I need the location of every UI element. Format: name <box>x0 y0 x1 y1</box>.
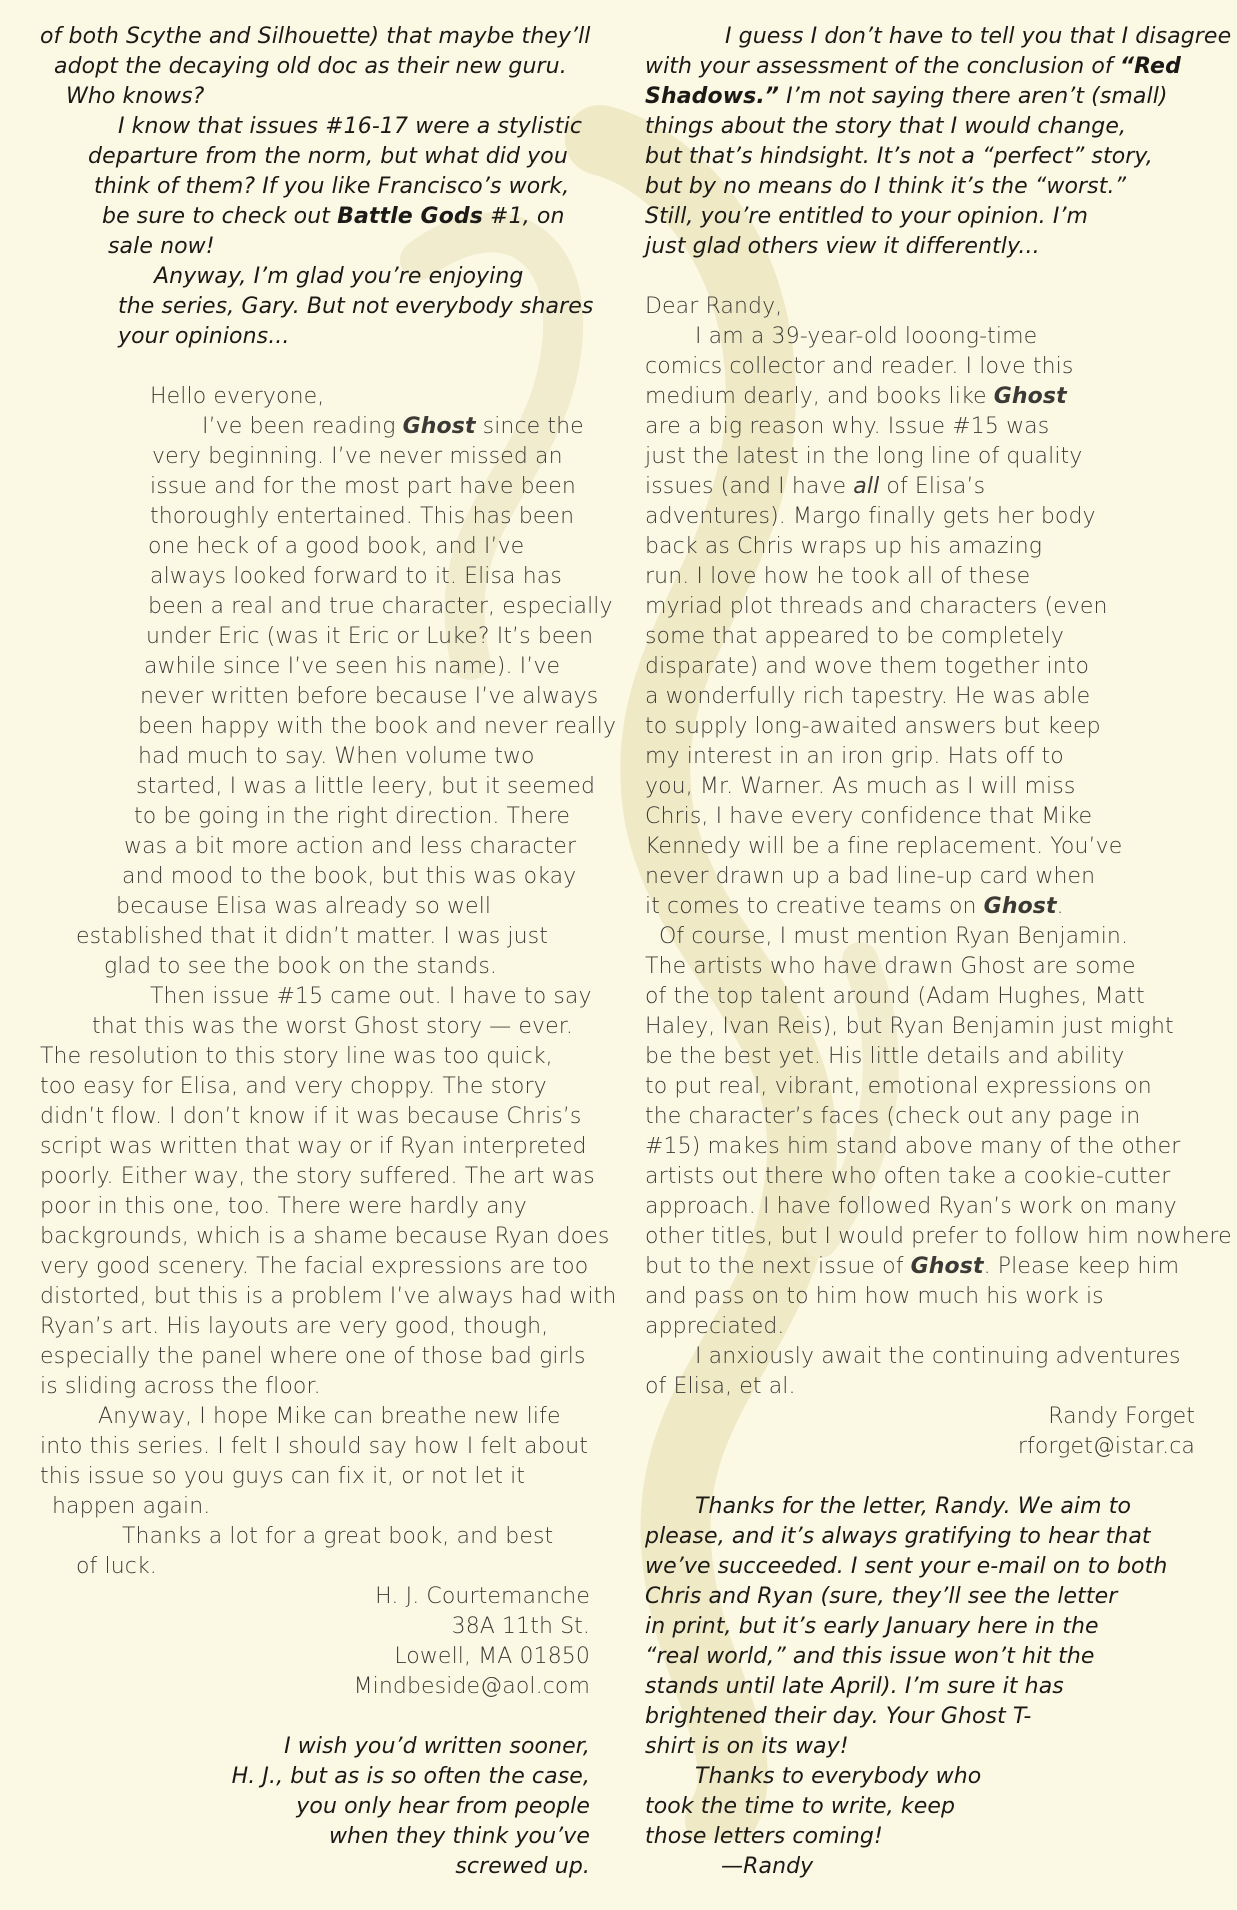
text-line: Haley, Ivan Reis), but Ryan Benjamin just might <box>645 1014 1174 1039</box>
text-line: you, Mr. Warner. As much as I will miss <box>645 774 1076 799</box>
text-line: Shadows.” I’m not saying there aren’t (small) <box>645 84 1168 109</box>
editor-reply-3 <box>645 22 1232 262</box>
editor-reply-4 <box>645 1492 1205 1882</box>
text-line: poor in this one, too. There were hardly any <box>40 1194 527 1219</box>
signer-address: 38A 11th St. <box>451 1614 590 1639</box>
text-line: myriad plot threads and characters (even <box>645 594 1108 619</box>
text-line: Chris and Ryan (sure, they’ll see the letter <box>645 1584 1118 1609</box>
text-line: established that it didn’t matter. I was just <box>76 924 548 949</box>
text-line: Thanks a lot for a great book, and best <box>122 1524 554 1549</box>
text-line: Who knows? <box>66 84 205 109</box>
text-line: of Elisa, et al. <box>645 1374 796 1399</box>
text-line: happen again. <box>52 1494 211 1519</box>
text-line: other titles, but I would prefer to follow him nowhere <box>645 1224 1232 1249</box>
text-line: very beginning. I’ve never missed an <box>152 444 563 469</box>
text-line: thoroughly entertained. This has been <box>150 504 575 529</box>
text-line: Anyway, I hope Mike can breathe new life <box>98 1404 561 1429</box>
text-line: The resolution to this story line was too quick, <box>40 1044 553 1069</box>
text-line: always looked forward to it. Elisa has <box>150 564 562 589</box>
text-line: artists out there who often take a cookie-cutter <box>645 1164 1171 1189</box>
text-line: my interest in an iron grip. Hats off to <box>645 744 1064 769</box>
text-line: because Elisa was already so well <box>116 894 492 919</box>
text-line: those letters coming! <box>645 1824 883 1849</box>
text-line: script was written that way or if Ryan interpreted <box>40 1134 587 1159</box>
text-line: disparate) and wove them together into <box>645 654 1090 679</box>
text-line: of both Scythe and Silhouette) that maybe they’ll <box>40 24 591 49</box>
text-line: started, I was a little leery, but it seemed <box>136 774 596 799</box>
text-line: I know that issues #16-17 were a stylistic <box>118 114 583 139</box>
text-line: in print, but it’s early January here in the <box>645 1614 1099 1639</box>
text-line: been happy with the book and never really <box>138 714 617 739</box>
text-line: be sure to check out Battle Gods #1, on <box>102 204 565 229</box>
text-line: very good scenery. The facial expressions are too <box>40 1254 589 1279</box>
signer-email: rforget@istar.ca <box>1017 1434 1195 1459</box>
text-line: The artists who have drawn Ghost are some <box>645 954 1136 979</box>
text-line: especially the panel where one of those bad girls <box>40 1344 586 1369</box>
right-column <box>645 22 1232 1882</box>
text-line: it comes to creative teams on Ghost. <box>645 894 1064 919</box>
letter-2 <box>645 292 1232 1402</box>
editor-reply-2 <box>40 1732 600 1882</box>
text-line: Of course, I must mention Ryan Benjamin. <box>659 924 1129 949</box>
text-line: medium dearly, and books like Ghost <box>645 384 1067 409</box>
text-line: never written before because I’ve always <box>140 684 599 709</box>
text-line: to be going in the right direction. There <box>134 804 571 829</box>
text-line: that this was the worst Ghost story — ever. <box>92 1014 573 1039</box>
text-line: glad to see the book on the stands. <box>104 954 498 979</box>
text-line: to supply long-awaited answers but keep <box>645 714 1101 739</box>
text-line: just glad others view it differently... <box>645 234 1040 259</box>
text-line: under Eric (was it Eric or Luke? It’s been <box>146 624 594 649</box>
text-line: adventures). Margo finally gets her body <box>645 504 1096 529</box>
text-line: are a big reason why. Issue #15 was <box>645 414 1050 439</box>
salutation: Hello everyone, <box>150 384 325 409</box>
text-line: with your assessment of the conclusion of “Red <box>645 54 1181 79</box>
text-line: but that’s hindsight. It’s not a “perfect” story, <box>645 144 1153 169</box>
text-line: had much to say. When volume two <box>138 744 535 769</box>
text-line: you only hear from people <box>296 1794 590 1819</box>
text-line: Then issue #15 came out. I have to say <box>150 984 592 1009</box>
text-line: your opinions... <box>118 324 290 349</box>
text-line: poorly. Either way, the story suffered. The art was <box>40 1164 595 1189</box>
text-line: shirt is on its way! <box>645 1734 849 1759</box>
text-line: I am a 39-year-old looong-time <box>695 324 1038 349</box>
signer-email: Mindbeside@aol.com <box>353 1674 590 1699</box>
text-line: Ryan’s art. His layouts are very good, though, <box>40 1314 549 1339</box>
text-line: run. I love how he took all of these <box>645 564 1031 589</box>
text-line: when they think you’ve <box>328 1824 590 1849</box>
text-line: please, and it’s always gratifying to hear that <box>645 1524 1151 1549</box>
text-line: is sliding across the floor. <box>40 1374 321 1399</box>
text-line: but to the next issue of Ghost. Please keep him <box>645 1254 1180 1279</box>
text-line: adopt the decaying old doc as their new guru. <box>54 54 567 79</box>
text-line: Anyway, I’m glad you’re enjoying <box>154 264 524 289</box>
text-line: a wonderfully rich tapestry. He was able <box>645 684 1091 709</box>
text-line: never drawn up a bad line-up card when <box>645 864 1096 889</box>
text-line: was a bit more action and less character <box>124 834 577 859</box>
text-line: been a real and true character, especially <box>148 594 613 619</box>
text-line: departure from the norm, but what did you <box>88 144 568 169</box>
text-line: issues (and I have all of Elisa’s <box>645 474 986 499</box>
text-line: things about the story that I would change, <box>645 114 1127 139</box>
text-line: to put real, vibrant, emotional expressions on <box>645 1074 1152 1099</box>
signer-name: Randy Forget <box>1048 1404 1195 1429</box>
text-line: Kennedy will be a fine replacement. You’ve <box>645 834 1123 859</box>
text-line: into this series. I felt I should say how I felt about <box>40 1434 588 1459</box>
text-line: I guess I don’t have to tell you that I disagree <box>725 24 1232 49</box>
text-line: H. J., but as is so often the case, <box>231 1764 590 1789</box>
text-line: Still, you’re entitled to your opinion. I’m <box>645 204 1089 229</box>
text-line: think of them? If you like Francisco’s work, <box>94 174 570 199</box>
text-line: just the latest in the long line of quality <box>645 444 1083 469</box>
text-line: I anxiously await the continuing adventures <box>695 1344 1181 1369</box>
text-line: this issue so you guys can fix it, or not let it <box>40 1464 526 1489</box>
text-line: back as Chris wraps up his amazing <box>645 534 1043 559</box>
text-line: backgrounds, which is a shame because Ryan does <box>40 1224 610 1249</box>
signature-block-2 <box>645 1402 1195 1462</box>
text-line: the character’s faces (check out any page in <box>645 1104 1141 1129</box>
text-line: awhile since I’ve seen his name). I’ve <box>144 654 561 679</box>
text-line: approach. I have followed Ryan’s work on many <box>645 1194 1177 1219</box>
text-line: but by no means do I think it’s the “worst.” <box>645 174 1127 199</box>
spacer <box>645 1462 1205 1492</box>
text-line: of luck. <box>76 1554 157 1579</box>
text-line: and pass on to him how much his work is <box>645 1284 1104 1309</box>
text-line: brightened their day. Your Ghost T- <box>645 1704 1032 1729</box>
text-line: appreciated. <box>645 1314 785 1339</box>
text-line: Chris, I have every confidence that Mike <box>645 804 1093 829</box>
text-line: comics collector and reader. I love this <box>645 354 1074 379</box>
spacer <box>40 1702 600 1732</box>
text-line: #15) makes him stand above many of the other <box>645 1134 1181 1159</box>
text-line: stands until late April). I’m sure it has <box>645 1674 1064 1699</box>
text-line: issue and for the most part have been <box>150 474 576 499</box>
text-line: “real world,” and this issue won’t hit the <box>645 1644 1095 1669</box>
text-line: took the time to write, keep <box>645 1794 956 1819</box>
salutation: Dear Randy, <box>645 294 783 319</box>
text-line: Thanks for the letter, Randy. We aim to <box>695 1494 1132 1519</box>
text-line: we’ve succeeded. I sent your e-mail on to both <box>645 1554 1168 1579</box>
letter-1 <box>40 382 617 1582</box>
text-line: of the top talent around (Adam Hughes, Matt <box>645 984 1145 1009</box>
text-line: the series, Gary. But not everybody shares <box>118 294 594 319</box>
spacer <box>645 262 1205 292</box>
signer-name: H. J. Courtemanche <box>375 1584 590 1609</box>
left-column <box>40 22 617 1882</box>
text-line: didn’t flow. I don’t know if it was because Chris’s <box>40 1104 582 1129</box>
signature-block-1 <box>40 1582 600 1702</box>
editor-reply-1 <box>40 22 600 352</box>
text-line: sale now! <box>108 234 215 259</box>
text-line: Thanks to everybody who <box>695 1764 982 1789</box>
text-line: and mood to the book, but this was okay <box>122 864 577 889</box>
sign-off: —Randy <box>721 1854 814 1879</box>
text-line: be the best yet. His little details and ability <box>645 1044 1125 1069</box>
signer-city: Lowell, MA 01850 <box>394 1644 590 1669</box>
text-line: one heck of a good book, and I’ve <box>148 534 525 559</box>
text-line: I wish you’d written sooner, <box>284 1734 590 1759</box>
text-line: too easy for Elisa, and very choppy. The story <box>40 1074 547 1099</box>
text-line: screwed up. <box>455 1854 590 1879</box>
text-line: some that appeared to be completely <box>645 624 1064 649</box>
text-line: I’ve been reading Ghost since the <box>202 414 584 439</box>
spacer <box>40 352 600 382</box>
text-line: distorted, but this is a problem I’ve always had with <box>40 1284 617 1309</box>
